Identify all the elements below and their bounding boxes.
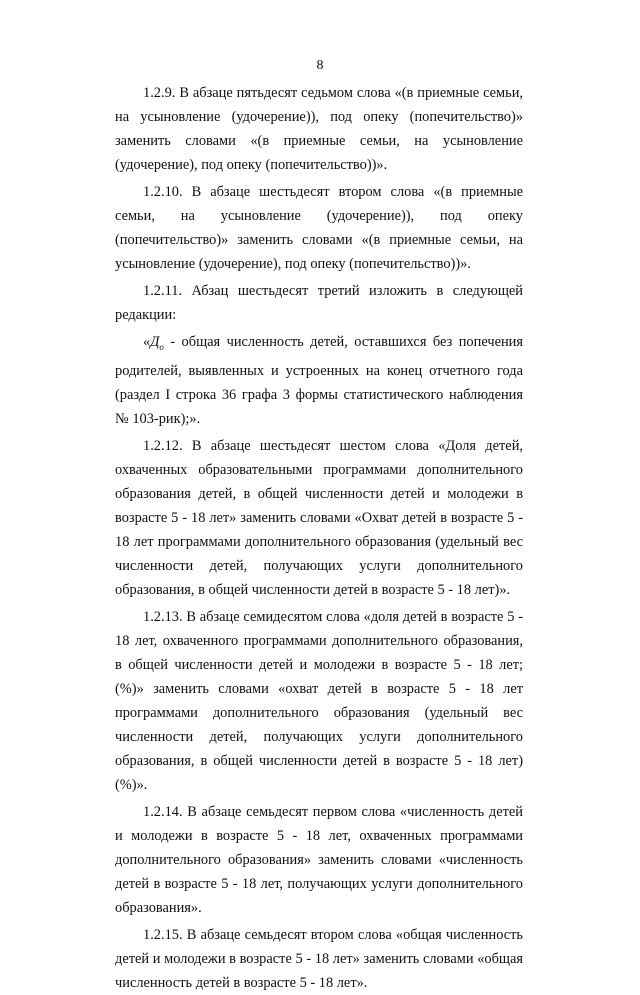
formula-symbol xyxy=(150,334,164,350)
paragraph-1-2-13: 1.2.13. В абзаце семидесятом слова «доля детей в возрасте 5 - 18 лет, охваченного программами дополнительного образования, в общей численности детей и молодежи в возрасте 5 - 18 лет; (%)» заменить словами «охват детей в возрасте 5 - 18 лет программами дополнительного образования (удельный вес численности детей, получающих услуги дополнительного образования, в общей численности детей в возрасте 5 - 18 лет) (%)». xyxy=(115,608,523,793)
paragraph-formula-definition xyxy=(115,330,523,431)
formula-symbol-letter: Д xyxy=(150,334,160,350)
page-number: 8 xyxy=(316,58,324,73)
paragraph-1-2-14: 1.2.14. В абзаце семьдесят первом слова «численность детей и молодежи в возрасте 5 - 18 лет, охваченных программами дополнительного образования» заменить словами «численность детей в возрасте 5 - 18 лет, получающих услуги дополнительного образования». xyxy=(115,803,523,916)
formula-open-quote: « xyxy=(143,334,151,350)
paragraph-1-2-11: 1.2.11. Абзац шестьдесят третий изложить в следующей редакции: xyxy=(115,283,523,323)
paragraph-1-2-12: 1.2.12. В абзаце шестьдесят шестом слова «Доля детей, охваченных образовательными программами дополнительного образования детей, в общей численности детей и молодежи в возрасте 5 - 18 лет» заменить словами «Охват детей в возрасте 5 - 18 лет программами дополнительного образования (удельный вес численности детей, получающих услуги дополнительного образования, в общей численности детей в возрасте 5 - 18 лет)». xyxy=(115,437,523,598)
paragraph-1-2-9: 1.2.9. В абзаце пятьдесят седьмом слова «(в приемные семьи, на усыновление (удочерение)), под опеку (попечительство)» заменить словами «(в приемные семьи, на усыновление (удочерение), под опеку (попечительство))». xyxy=(115,85,523,173)
formula-symbol-subscript: о xyxy=(159,341,164,352)
formula-definition-text: - общая численность детей, оставшихся без попечения родителей, выявленных и устроенных на конец отчетного года (раздел I строка 36 графа 3 формы статистического наблюдения № 103-рик);». xyxy=(115,334,523,427)
document-body xyxy=(115,81,523,995)
paragraph-1-2-10: 1.2.10. В абзаце шестьдесят втором слова «(в приемные семьи, на усыновление (удочерение)), под опеку (попечительство)» заменить словами «(в приемные семьи, на усыновление (удочерение), под опеку (попечительство))». xyxy=(115,184,523,272)
paragraph-1-2-15: 1.2.15. В абзаце семьдесят втором слова «общая численность детей и молодежи в возрасте 5 - 18 лет» заменить словами «общая численность детей в возрасте 5 - 18 лет». xyxy=(115,926,523,991)
